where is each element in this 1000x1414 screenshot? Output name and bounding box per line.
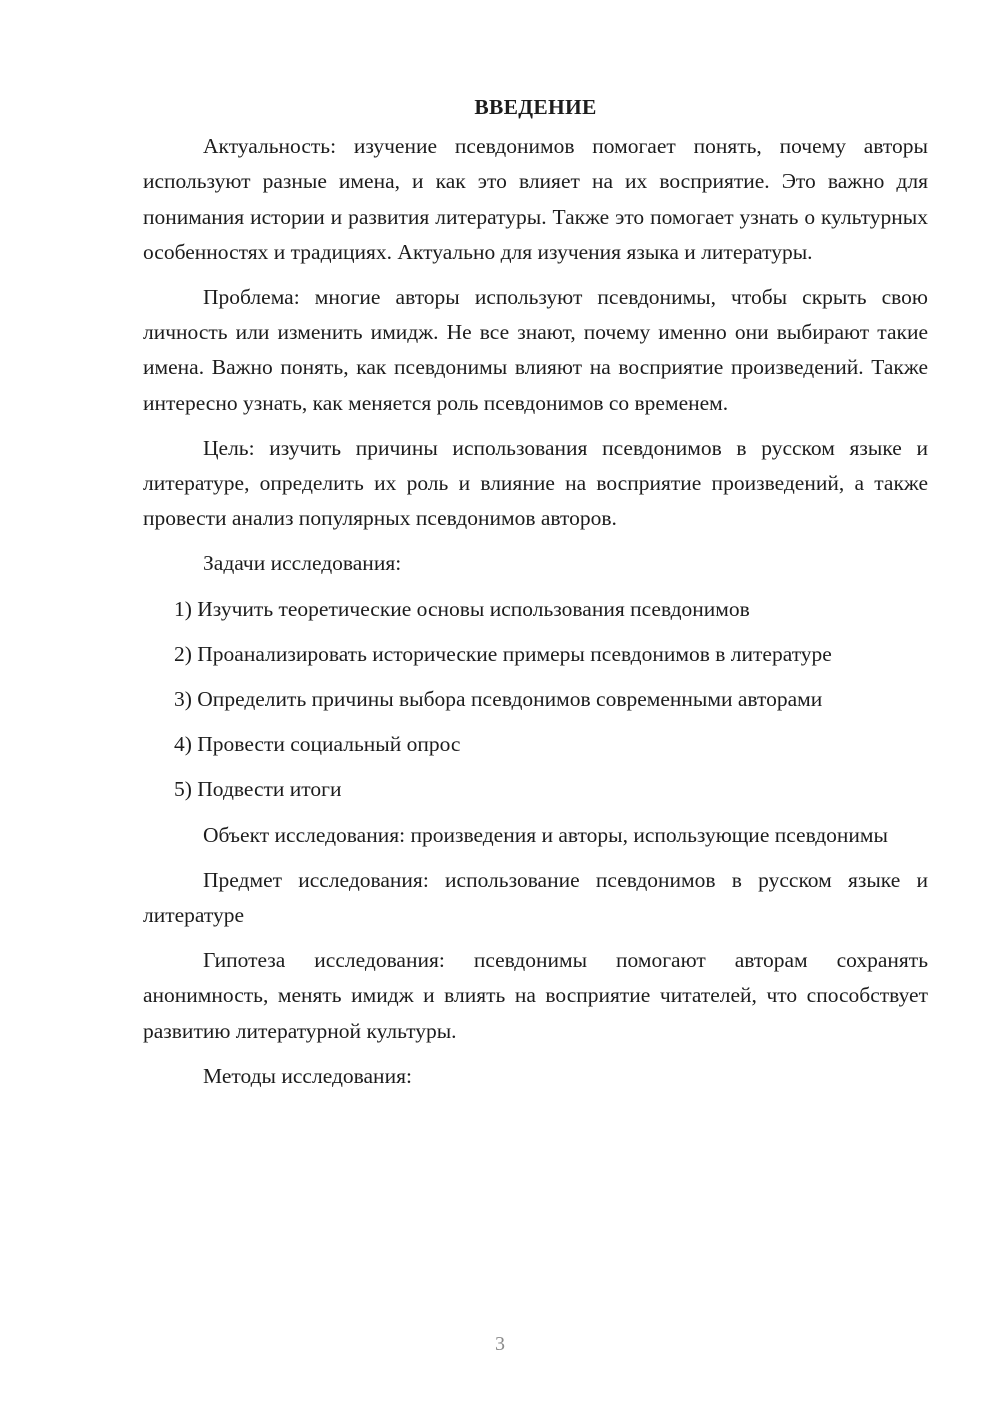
tasks-heading: Задачи исследования: xyxy=(203,551,402,576)
task-item: 4) Провести социальный опрос xyxy=(174,732,461,757)
task-item: 1) Изучить теоретические основы использования псевдонимов xyxy=(174,596,750,621)
object-paragraph: Объект исследования: произведения и авторы, использующие псевдонимы xyxy=(203,822,888,847)
problem-paragraph: Проблема: многие авторы используют псевдонимы, чтобы скрыть свою личность или изменить имидж. Не все знают, почему именно они выбирают такие имена. Важно понять, как псевдонимы влияют на восприятие произведений. Также интересно узнать, как меняется роль псевдонимов со временем. xyxy=(143,285,928,415)
document-page xyxy=(143,90,928,1104)
relevance-paragraph: Актуальность: изучение псевдонимов помогает понять, почему авторы используют разные имена, и как это влияет на их восприятие. Это важно для понимания истории и развития литературы. Также это помогает узнать о культурных особенностях и традициях. Актуально для изучения языка и литературы. xyxy=(143,134,928,264)
section-title: ВВЕДЕНИЕ xyxy=(474,95,597,119)
methods-heading: Методы исследования: xyxy=(203,1063,412,1088)
page-number: 3 xyxy=(495,1333,505,1355)
task-item: 2) Проанализировать исторические примеры псевдонимов в литературе xyxy=(174,641,832,666)
subject-paragraph: Предмет исследования: использование псевдонимов в русском языке и литературе xyxy=(143,867,928,928)
task-item: 3) Определить причины выбора псевдонимов современными авторами xyxy=(174,687,823,712)
hypothesis-paragraph: Гипотеза исследования: псевдонимы помогают авторам сохранять анонимность, менять имидж и влиять на восприятие читателей, что способствует развитию литературной культуры. xyxy=(143,948,928,1043)
goal-paragraph: Цель: изучить причины использования псевдонимов в русском языке и литературе, определить их роль и влияние на восприятие произведений, а также провести анализ популярных псевдонимов авторов. xyxy=(143,435,928,531)
task-item: 5) Подвести итоги xyxy=(174,777,342,802)
